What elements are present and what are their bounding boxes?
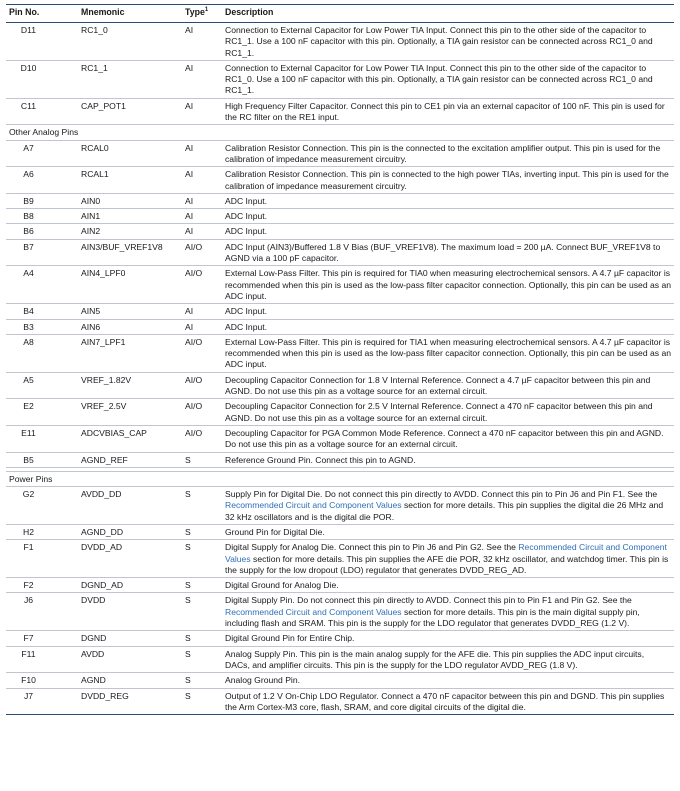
description: Analog Ground Pin. xyxy=(225,675,301,686)
pin-no: B4 xyxy=(23,306,34,317)
section-row-analog xyxy=(6,125,674,140)
mnemonic: VREF_2.5V xyxy=(81,401,127,412)
pin-type: AI/O xyxy=(185,374,203,385)
description-text: Supply Pin for Digital Die. Do not connect this pin directly to AVDD. Connect this pin to Pin J6 and Pin F1. See the xyxy=(225,489,658,500)
description-text: Digital Supply Pin. Do not connect this pin directly to AVDD. Connect this pin to Pin F1 and Pin G2. See the xyxy=(225,595,632,606)
table-row xyxy=(6,319,674,334)
table-row xyxy=(6,60,674,98)
description: ADC Input. xyxy=(225,306,268,317)
pin-type: S xyxy=(185,595,191,606)
mnemonic: VREF_1.82V xyxy=(81,374,132,385)
pin-no: B5 xyxy=(23,454,34,465)
description: Digital Ground Pin for Entire Chip. xyxy=(225,633,355,644)
description-text: Digital Supply for Analog Die. Connect this pin to Pin J6 and Pin G2. See the xyxy=(225,542,519,553)
mnemonic: AIN6 xyxy=(81,321,101,332)
pin-no: F7 xyxy=(23,633,34,644)
pin-type: S xyxy=(185,489,191,500)
pin-type: S xyxy=(185,633,191,644)
pin-no: A5 xyxy=(23,374,34,385)
table-header-row xyxy=(6,5,674,23)
description: External Low-Pass Filter. This pin is required for TIA1 when measuring electrochemical sensors. A 4.7 µF capacitor is recommended when this pin is used as the low-pass filter capacitor connection. Optionally, this pin can be used as an ADC input. xyxy=(225,336,672,370)
description: Calibration Resistor Connection. This pin is the connected to the excitation amplifier output. This pin is used for the calibration of impedance measurement circuitry. xyxy=(225,142,661,164)
pin-no: A8 xyxy=(23,336,34,347)
mnemonic: AIN7_LPF1 xyxy=(81,336,126,347)
recommended-circuit-link[interactable]: Recommended Circuit and Component Values xyxy=(225,542,667,564)
mnemonic: AVDD_DD xyxy=(81,489,122,500)
table-row xyxy=(6,688,674,715)
pin-no: A4 xyxy=(23,268,34,279)
mnemonic: DGND_AD xyxy=(81,580,124,591)
pin-type: AI/O xyxy=(185,427,203,438)
description-text: section for more details. This pin is the main digital supply pin, including flash and SRAM. This pin is the supply for the LDO regulator that generates DVDD_REG (1.2 V). xyxy=(225,606,640,629)
table-row xyxy=(6,452,674,467)
table-row xyxy=(6,593,674,631)
description: ADC Input. xyxy=(225,195,268,206)
table-row xyxy=(6,209,674,224)
pin-type: AI xyxy=(185,142,194,153)
recommended-circuit-link[interactable]: Recommended Circuit and Component Values xyxy=(225,606,402,617)
table-row xyxy=(6,239,674,266)
table-row xyxy=(6,266,674,304)
description: Ground Pin for Digital Die. xyxy=(225,526,325,537)
mnemonic: AGND_REF xyxy=(81,454,128,465)
pin-type: AI xyxy=(185,211,194,222)
pin-type: AI xyxy=(185,62,194,73)
pin-no: F2 xyxy=(23,580,34,591)
description: High Frequency Filter Capacitor. Connect this pin to CE1 pin via an external capacitor of 100 nF. This pin is used for the RC filter on the RE1 input. xyxy=(225,100,665,123)
description xyxy=(222,593,674,631)
pin-type: AI/O xyxy=(185,401,203,412)
mnemonic: DGND xyxy=(81,633,107,644)
table-row xyxy=(6,646,674,673)
table-row xyxy=(6,193,674,208)
description: Reference Ground Pin. Connect this pin to AGND. xyxy=(225,454,416,465)
pin-no: B7 xyxy=(23,241,34,252)
table-row xyxy=(6,524,674,539)
pin-type: AI xyxy=(185,195,194,206)
table-row xyxy=(6,425,674,452)
description: ADC Input (AIN3)/Buffered 1.8 V Bias (BUF_VREF1V8). The maximum load = 200 µA. Connect BUF_VREF1V8 to AGND via a 100 pF capacitor. xyxy=(225,241,661,264)
mnemonic: RCAL0 xyxy=(81,142,109,153)
pin-no: D10 xyxy=(20,62,37,73)
table-row xyxy=(6,167,674,194)
description: Decoupling Capacitor for PGA Common Mode Reference. Connect a 470 nF capacitor between this pin and AGND. Do not use this pin as a voltage source for an external circuit. xyxy=(225,427,664,450)
pin-type: S xyxy=(185,675,191,686)
pin-no: A7 xyxy=(23,142,34,153)
description-text: section for more details. This pin supplies the digital die 26 MHz and 32 kHz oscillators and is the digital die POR. xyxy=(225,500,664,522)
pin-no: H2 xyxy=(23,526,34,537)
description: Decoupling Capacitor Connection for 2.5 V Internal Reference. Connect a 470 nF capacitor between this pin and AGND. Do not use this pin as a voltage source for an external circuit. xyxy=(225,401,653,423)
recommended-circuit-link[interactable]: Recommended Circuit and Component Values xyxy=(225,500,402,511)
pin-type: AI xyxy=(185,169,194,180)
table-row xyxy=(6,540,674,578)
mnemonic: AIN4_LPF0 xyxy=(81,268,126,279)
description: ADC Input. xyxy=(225,321,268,332)
table-row xyxy=(6,98,674,125)
mnemonic: DVDD_REG xyxy=(81,690,129,701)
pin-no: B8 xyxy=(23,211,34,222)
table-row xyxy=(6,304,674,319)
pin-type: AI xyxy=(185,306,194,317)
mnemonic: RCAL1 xyxy=(81,169,109,180)
pin-type: S xyxy=(185,580,191,591)
table-row xyxy=(6,399,674,426)
description xyxy=(222,540,674,578)
table-row xyxy=(6,334,674,372)
section-title: Power Pins xyxy=(9,473,53,484)
pin-no: J6 xyxy=(23,595,34,606)
pin-type: AI xyxy=(185,100,194,111)
pin-type: AI xyxy=(185,226,194,237)
description: Output of 1.2 V On-Chip LDO Regulator. Connect a 470 nF capacitor between this pin and DGND. This pin supplies the Arm Cortex-M3 core, flash, SRAM, and core digital circuits of the digital die. xyxy=(225,690,665,712)
table-row xyxy=(6,140,674,167)
pin-type: S xyxy=(185,526,191,537)
pin-no: B3 xyxy=(23,321,34,332)
description xyxy=(222,487,674,525)
mnemonic: RC1_1 xyxy=(81,62,108,73)
pin-no: G2 xyxy=(22,489,35,500)
description: Connection to External Capacitor for Low Power TIA Input. Connect this pin to the other side of the capacitor to RC1_1. Use a 100 nF capacitor with this pin. Optionally, a TIA gain resistor can be connected across RC1_0 and RC1_1. xyxy=(225,25,653,58)
pin-type: AI/O xyxy=(185,241,203,252)
mnemonic: ADCVBIAS_CAP xyxy=(81,427,147,438)
pin-no: D11 xyxy=(20,25,37,35)
table-row xyxy=(6,578,674,593)
section-row-power xyxy=(6,471,674,486)
table-row xyxy=(6,224,674,239)
pin-no: C11 xyxy=(20,100,37,111)
description: External Low-Pass Filter. This pin is required for TIA0 when measuring electrochemical sensors. A 4.7 µF capacitor is recommended when this pin is used as the low-pass filter capacitor connection. Optionally, this pin can be used as an ADC input. xyxy=(225,268,672,301)
description: Analog Supply Pin. This pin is the main analog supply for the AFE die. This pin supplies the ADC input circuits, DACs, and amplifier circuits. This pin is the supply for the LDO regulator AVDD_REG (1.8 V). xyxy=(225,648,645,670)
footnote-marker: 1 xyxy=(204,7,209,14)
mnemonic: AIN2 xyxy=(81,226,101,237)
mnemonic: AGND xyxy=(81,675,106,686)
mnemonic: DVDD xyxy=(81,595,106,606)
pin-type: S xyxy=(185,454,191,465)
description: ADC Input. xyxy=(225,226,268,237)
description: Connection to External Capacitor for Low Power TIA Input. Connect this pin to the other side of the capacitor to RC1_0. Use a 100 nF capacitor with this pin. Optionally, a TIA gain resistor can be connected across RC1_0 and RC1_1. xyxy=(225,62,653,96)
mnemonic: AVDD xyxy=(81,648,105,659)
header-mnemonic: Mnemonic xyxy=(81,7,125,18)
pin-no: F10 xyxy=(21,675,36,686)
description: ADC Input. xyxy=(225,211,268,222)
mnemonic: AIN3/BUF_VREF1V8 xyxy=(81,241,163,252)
description: Calibration Resistor Connection. This pin is connected to the high power TIAs, inverting input. This pin is used for the calibration of impedance measurement circuitry. xyxy=(225,169,669,191)
pin-type: AI xyxy=(185,25,194,35)
pin-no: F1 xyxy=(23,542,34,553)
mnemonic: AIN5 xyxy=(81,306,101,317)
table-row xyxy=(6,673,674,688)
pin-no: J7 xyxy=(23,690,34,701)
mnemonic: CAP_POT1 xyxy=(81,100,126,111)
pin-no: F11 xyxy=(21,648,36,659)
mnemonic: AIN0 xyxy=(81,195,101,206)
pin-type: AI/O xyxy=(185,336,203,347)
table-row xyxy=(6,487,674,525)
description-text: section for more details. This pin supplies the AFE die POR, 32 kHz oscillator, and watchdog timer. This pin is the supply for the low dropout (LDO) regulator that generates DVDD_REG_AD. xyxy=(225,553,669,575)
header-type: Type$^1$ xyxy=(185,7,209,18)
pin-no: B9 xyxy=(23,195,34,206)
pin-no: B6 xyxy=(23,226,34,237)
description: Decoupling Capacitor Connection for 1.8 V Internal Reference. Connect a 4.7 µF capacitor between this pin and AGND. Do not use this pin as a voltage source for an external circuit. xyxy=(225,374,651,397)
table-row xyxy=(6,372,674,399)
header-description: Description xyxy=(225,7,274,18)
pin-no: E2 xyxy=(23,401,34,412)
pin-type: S xyxy=(185,690,191,701)
mnemonic: AIN1 xyxy=(81,211,101,222)
mnemonic: DVDD_AD xyxy=(81,542,123,553)
mnemonic: RC1_0 xyxy=(81,25,108,35)
pin-no: E11 xyxy=(21,427,36,438)
description: Digital Ground for Analog Die. xyxy=(225,580,339,591)
mnemonic: AGND_DD xyxy=(81,526,124,537)
pin-type: S xyxy=(185,648,191,659)
pin-function-table xyxy=(6,4,674,715)
pin-type: AI xyxy=(185,321,194,332)
pin-no: A6 xyxy=(23,169,34,180)
header-pin-no: Pin No. xyxy=(9,7,40,18)
pin-type: S xyxy=(185,542,191,553)
table-row xyxy=(6,631,674,646)
table-row xyxy=(6,23,674,61)
pin-type: AI/O xyxy=(185,268,203,279)
section-title: Other Analog Pins xyxy=(9,127,79,138)
